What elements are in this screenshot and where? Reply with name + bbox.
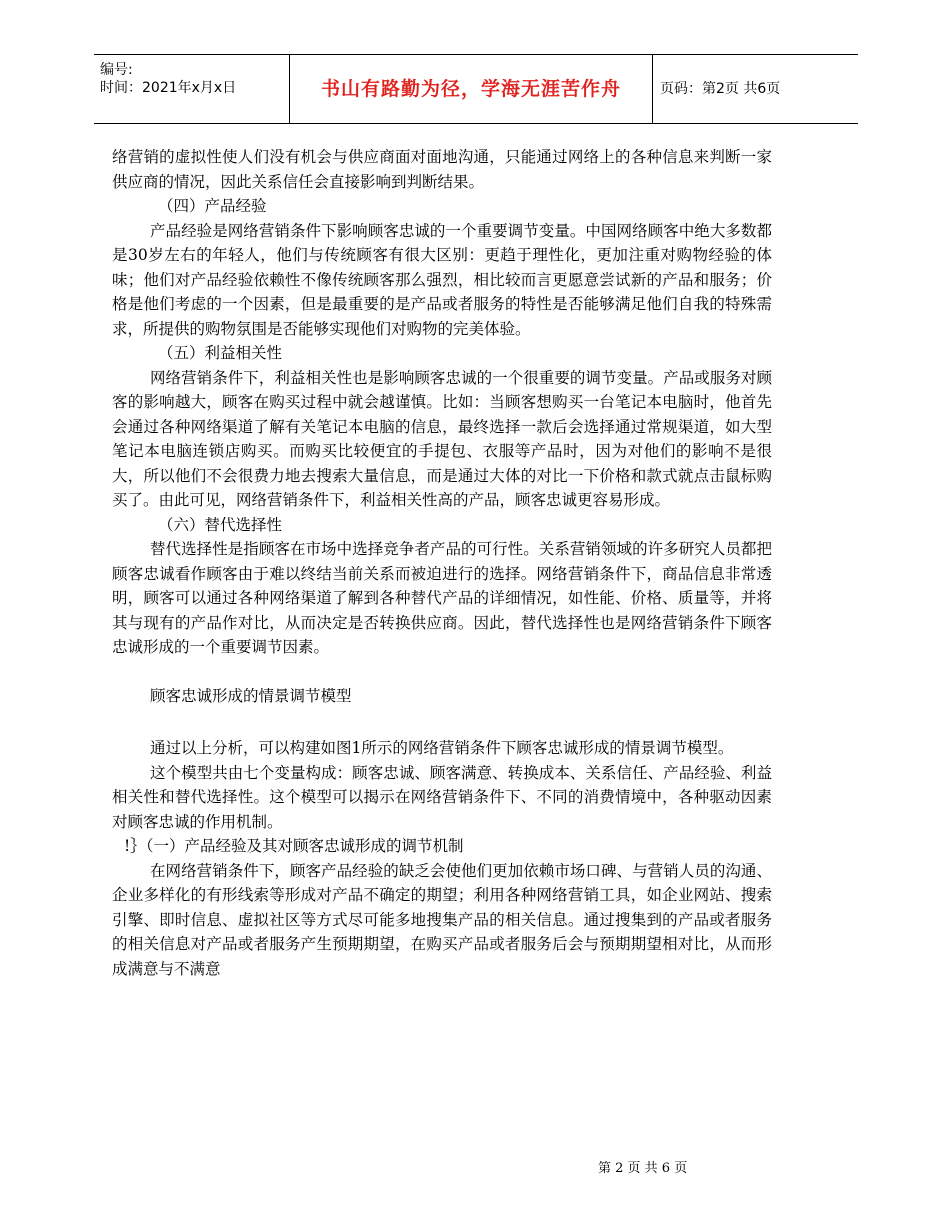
page-header [94,54,858,124]
header-page-number: 页码：第2页 共6页 [660,81,781,97]
section-heading: （四）产品经验 [158,197,267,215]
paragraph: 通过以上分析，可以构建如图1所示的网络营销条件下顾客忠诚形成的情景调节模型。 [150,739,734,757]
subsection-heading: !｝（一）产品经验及其对顾客忠诚形成的调节机制 [124,837,464,855]
document-date-label: 时间：2021年x月x日 [100,80,237,96]
spacer [112,708,772,736]
section-heading: （六）替代选择性 [158,515,283,534]
section-heading: （五）利益相关性 [158,344,283,362]
paragraph: 网络营销条件下，利益相关性也是影响顾客忠诚的一个很重要的调节变量。产品或服务对顾客的影响越大，顾客在购买过程中就会越谨慎。比如：当顾客想购买一台笔记本电脑时，他首先会通过各种网络渠道了解有关笔记本电脑的信息，最终选择一款后会选择通过常规渠道，如大型笔记本电脑连锁店购买。而购买比较便宜的手提包、衣服等产品时，因为对他们的影响不是很大，所以他们不会很费力地去搜索大量信息，而是通过大体的对比一下价格和款式就点击鼠标购买了。由此可见，网络营销条件下，利益相关性高的产品，顾客忠诚更容易形成。 [112,368,772,509]
paragraph: 在网络营销条件下，顾客产品经验的缺乏会使他们更加依赖市场口碑、与营销人员的沟通、企业多样化的有形线索等形成对产品不确定的期望；利用各种网络营销工具，如企业网站、搜索引擎、即时信息、虚拟社区等方式尽可能多地搜集产品的相关信息。通过搜集到的产品或者服务的相关信息对产品或者服务产生预期期望，在购买产品或者服务后会与预期期望相对比，从而形成满意与不满意 [112,861,772,978]
document-body [112,145,772,981]
header-meta [94,55,289,123]
document-number-label: 编号: [100,62,133,78]
paragraph: 产品经验是网络营销条件下影响顾客忠诚的一个重要调节变量。中国网络顾客中绝大多数都是30岁左右的年轻人，他们与传统顾客有很大区别：更趋于理性化，更加注重对购物经验的体味；他们对产品经验依赖性不像传统顾客那么强烈，相比较而言更愿意尝试新的产品和服务；价格是他们考虑的一个因素，但是最重要的是产品或者服务的特性是否能够满足他们自我的特殊需求，所提供的购物氛围是否能够实现他们对购物的完美体验。 [112,221,772,338]
header-motto: 书山有路勤为径，学海无涯苦作舟 [289,55,653,123]
spacer [112,660,772,684]
paragraph: 这个模型共由七个变量构成：顾客忠诚、顾客满意、转换成本、关系信任、产品经验、利益相关性和替代选择性。这个模型可以揭示在网络营销条件下、不同的消费情境中，各种驱动因素对顾客忠诚的作用机制。 [112,763,772,831]
page-footer: 第 2 页 共 6 页 [598,1161,688,1176]
paragraph: 络营销的虚拟性使人们没有机会与供应商面对面地沟通，只能通过网络上的各种信息来判断一家供应商的情况，因此关系信任会直接影响到判断结果。 [112,148,772,191]
model-title: 顾客忠诚形成的情景调节模型 [150,686,352,705]
paragraph: 替代选择性是指顾客在市场中选择竞争者产品的可行性。关系营销领域的许多研究人员都把顾客忠诚看作顾客由于难以终结当前关系而被迫进行的选择。网络营销条件下，商品信息非常透明，顾客可以通过各种网络渠道了解到各种替代产品的详细情况，如性能、价格、质量等，并将其与现有的产品作对比，从而决定是否转换供应商。因此，替代选择性也是网络营销条件下顾客忠诚形成的一个重要调节因素。 [112,540,772,656]
